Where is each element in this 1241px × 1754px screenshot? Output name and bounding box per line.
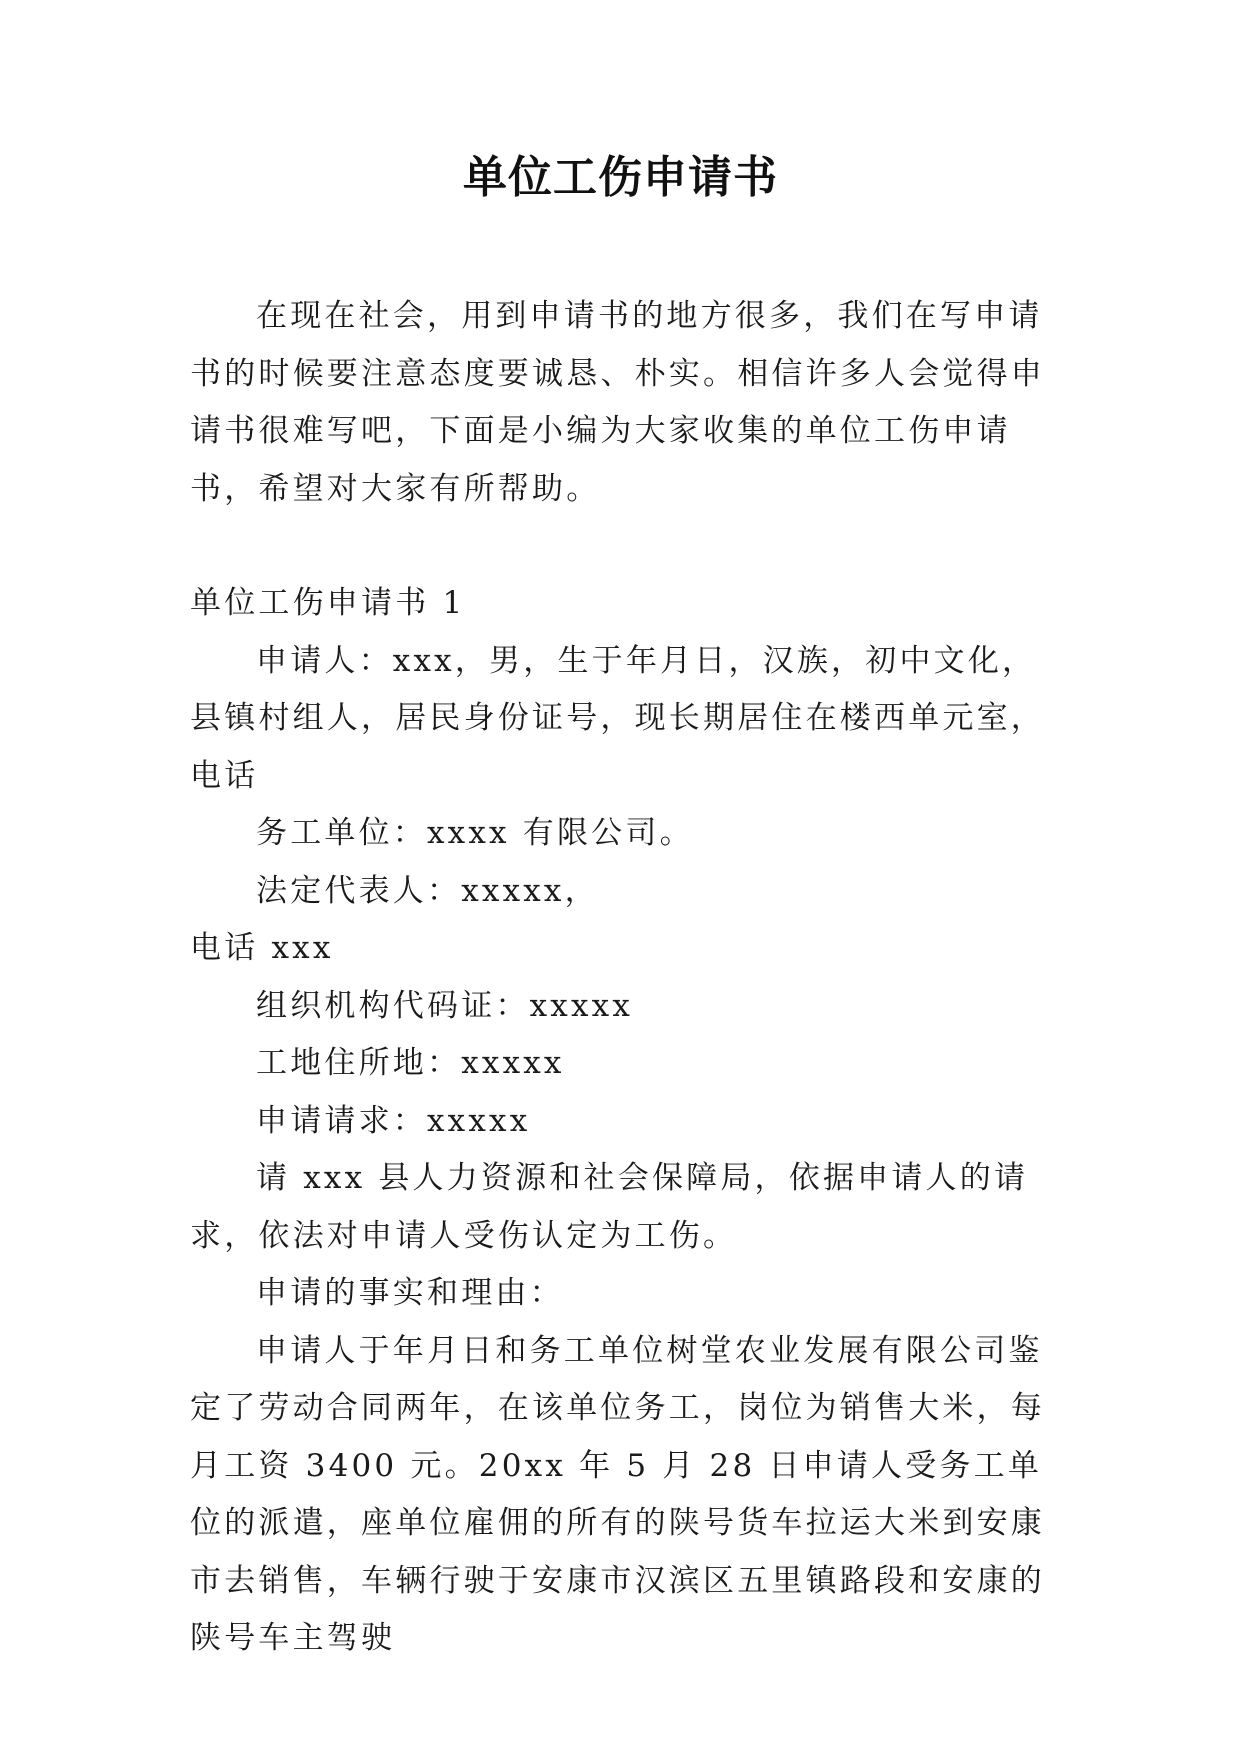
phone-line: 电话 xxx xyxy=(190,930,334,966)
document-body xyxy=(190,288,1050,1668)
org-code-line: 组织机构代码证：xxxxx xyxy=(256,987,634,1024)
section-heading: 单位工伤申请书 1 xyxy=(190,585,466,621)
intro-paragraph: 在现在社会，用到申请书的地方很多，我们在写申请书的时候要注意态度要诚恳、朴实。相信许多人会觉得申请书很难写吧，下面是小编为大家收集的单位工伤申请书，希望对大家有所帮助。 xyxy=(190,298,1045,507)
legal-rep-line: 法定代表人：xxxxx， xyxy=(256,872,599,909)
employer-line: 务工单位：xxxx 有限公司。 xyxy=(256,815,694,851)
facts-label-line: 申请的事实和理由： xyxy=(256,1275,564,1311)
request-label-line: 申请请求：xxxxx xyxy=(256,1102,531,1139)
applicant-paragraph: 申请人：xxx，男，生于年月日，汉族，初中文化，县镇村组人，居民身份证号，现长期居住在楼西单元室，电话 xyxy=(190,642,1045,794)
page-title: 单位工伤申请书 xyxy=(463,152,778,203)
site-address-line: 工地住所地：xxxxx xyxy=(256,1045,565,1081)
paragraph-spacer xyxy=(190,518,1050,575)
request-body-paragraph: 请 xxx 县人力资源和社会保障局，依据申请人的请求，依法对申请人受伤认定为工伤。 xyxy=(190,1160,1029,1254)
facts-body-paragraph: 申请人于年月日和务工单位树堂农业发展有限公司鉴定了劳动合同两年，在该单位务工，岗位为销售大米，每月工资 3400 元。20xx 年 5 月 28 日申请人受务工单位的派遣，座单位雇佣的所有的陕号货车拉运大米到安康市去销售，车辆行驶于安康市汉滨区五里镇路段和安康的陕号车主驾驶 xyxy=(190,1332,1045,1656)
